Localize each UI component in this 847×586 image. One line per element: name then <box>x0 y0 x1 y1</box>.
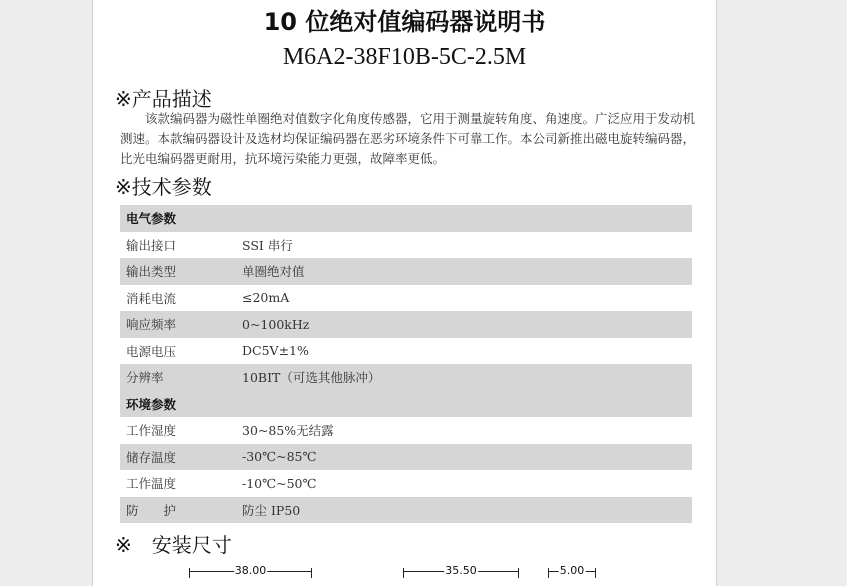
spec-row <box>120 338 692 365</box>
install-heading: ※ 安装尺寸 <box>115 533 232 557</box>
spec-row <box>120 311 692 338</box>
spec-value: 30~85%无结露 <box>242 423 334 439</box>
spec-key: 储存温度 <box>126 449 177 465</box>
spec-row <box>120 417 692 444</box>
spec-value: 0~100kHz <box>242 316 310 332</box>
spec-key: 输出类型 <box>126 264 177 280</box>
spec-group-environment <box>120 391 692 418</box>
spec-row <box>120 232 692 259</box>
spec-value: DC5V±1% <box>242 343 309 359</box>
spec-row <box>120 364 692 391</box>
spec-key: 响应频率 <box>126 317 177 333</box>
dimension-line <box>189 564 312 582</box>
spec-row <box>120 285 692 312</box>
spec-table <box>120 205 692 523</box>
spec-key: 工作湿度 <box>126 423 177 439</box>
document-title: 10 位绝对值编码器说明书 <box>263 8 546 36</box>
spec-value: SSI 串行 <box>242 237 293 253</box>
spec-value: 防尘 IP50 <box>242 502 301 518</box>
dimension-line <box>403 564 519 582</box>
spec-row <box>120 470 692 497</box>
spec-key: 防 护 <box>126 502 177 518</box>
description-paragraph: 该款编码器为磁性单圈绝对值数字化角度传感器，它用于测量旋转角度、角速度。广泛应用于发动机测速。本款编码器设计及选材均保证编码器在恶劣环境条件下可靠工作。本公司新推出磁电旋转编码器，比光电编码器更耐用，抗环境污染能力更强，故障率更低。 <box>120 111 696 166</box>
spec-row <box>120 258 692 285</box>
spec-key: 电源电压 <box>126 343 177 359</box>
document-page <box>93 0 716 586</box>
dimension-line <box>548 564 596 582</box>
dimension-drawing <box>93 564 716 586</box>
dimension-label: 38.00 <box>234 564 267 577</box>
spec-key: 分辨率 <box>126 370 164 386</box>
spec-heading: ※技术参数 <box>115 175 212 199</box>
spec-key: 输出接口 <box>126 237 177 253</box>
spec-value: -30℃~85℃ <box>242 449 317 465</box>
spec-value: 单圈绝对值 <box>242 264 305 280</box>
spec-value: 10BIT（可选其他脉冲） <box>242 370 381 386</box>
spec-key: 消耗电流 <box>126 290 177 306</box>
spec-value: -10℃~50℃ <box>242 475 317 491</box>
group-label: 环境参数 <box>126 396 177 412</box>
description-heading: ※产品描述 <box>115 87 212 111</box>
spec-row <box>120 497 692 524</box>
dimension-label: 5.00 <box>559 564 585 577</box>
dimension-label: 35.50 <box>445 564 477 577</box>
spec-key: 工作温度 <box>126 476 177 492</box>
spec-group-electrical <box>120 205 692 232</box>
spec-row <box>120 444 692 471</box>
model-number: M6A2-38F10B-5C-2.5M <box>282 44 527 70</box>
spec-value: ≤20mA <box>242 290 290 306</box>
group-label: 电气参数 <box>126 211 177 227</box>
